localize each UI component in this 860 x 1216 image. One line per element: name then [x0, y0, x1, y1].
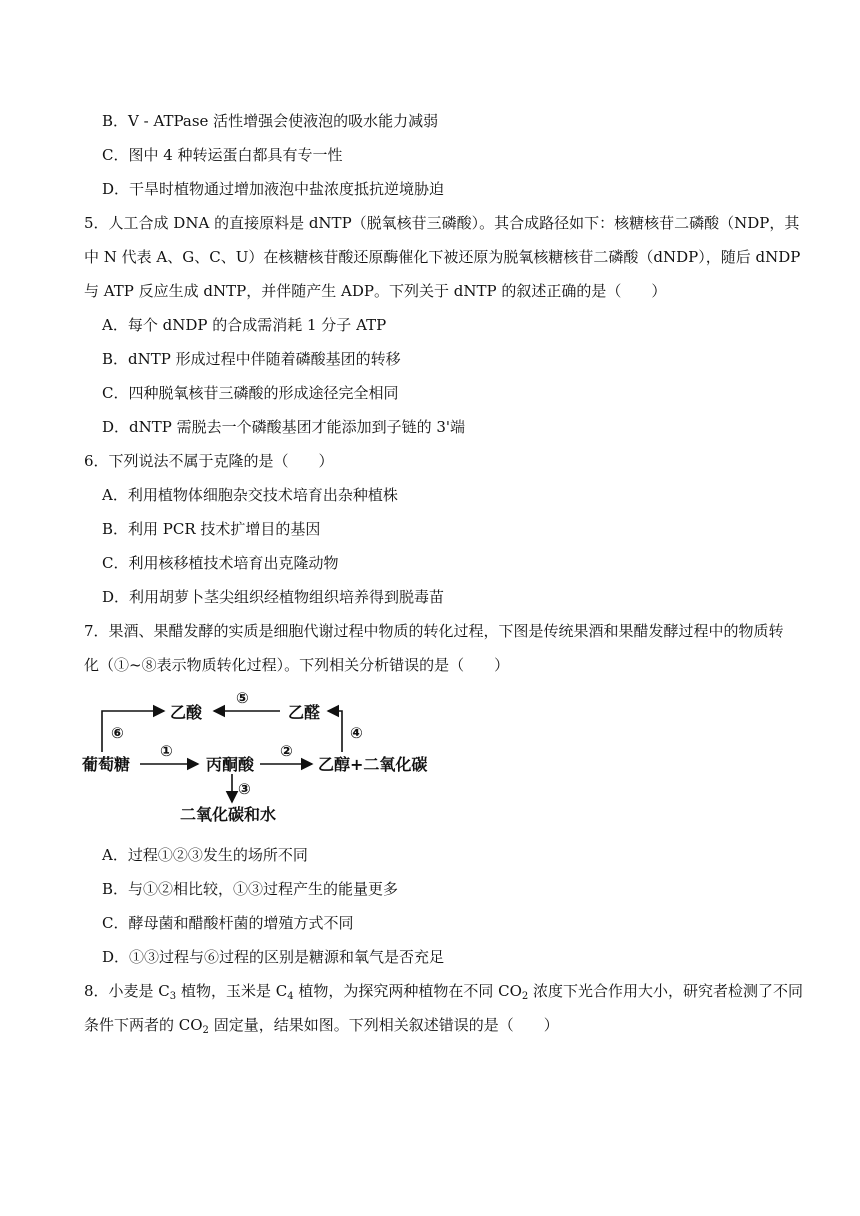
node-glucose: 葡萄糖: [82, 755, 131, 774]
label-3: ③: [238, 780, 251, 798]
q6-stem: 6．下列说法不属于克隆的是（ ）: [84, 452, 334, 470]
q8-text-1b: 植物，玉米是 C: [176, 982, 288, 1000]
q8-sub-co2-a: 2: [521, 991, 529, 1002]
node-co2-water: 二氧化碳和水: [180, 805, 277, 824]
node-acetaldehyde: 乙醛: [288, 703, 321, 722]
q5-option-b: B．dNTP 形成过程中伴随着磷酸基团的转移: [102, 350, 401, 368]
fermentation-pathway-diagram: [80, 686, 440, 836]
q8-stem-line1: [84, 980, 803, 1002]
q4-option-c: C．图中 4 种转运蛋白都具有专一性: [102, 146, 343, 164]
node-acetic-acid: 乙酸: [170, 703, 203, 722]
q8-text-1c: 植物，为探究两种植物在不同 CO: [293, 982, 522, 1000]
q5-option-a: A．每个 dNDP 的合成需消耗 1 分子 ATP: [102, 316, 387, 334]
q7-option-c: C．酵母菌和醋酸杆菌的增殖方式不同: [102, 914, 354, 932]
q5-stem-line2: 中 N 代表 A、G、C、U）在核糖核苷酸还原酶催化下被还原为脱氧核糖核苷二磷酸（dNDP），随后 dNDP: [84, 248, 801, 266]
q8-text-2a: 条件下两者的 CO: [84, 1016, 203, 1034]
label-1: ①: [160, 742, 173, 760]
label-5: ⑤: [236, 689, 249, 707]
q8-sub-c3: 3: [169, 991, 177, 1002]
q8-text-1a: 8．小麦是 C: [84, 982, 170, 1000]
q8-sub-co2-b: 2: [202, 1025, 209, 1036]
q4-option-b: B．V - ATPase 活性增强会使液泡的吸水能力减弱: [102, 112, 439, 130]
q6-option-b: B．利用 PCR 技术扩增目的基因: [102, 520, 321, 538]
q5-option-c: C．四种脱氧核苷三磷酸的形成途径完全相同: [102, 384, 399, 402]
q6-option-a: A．利用植物体细胞杂交技术培育出杂种植株: [102, 486, 398, 504]
q5-option-d: D．dNTP 需脱去一个磷酸基团才能添加到子链的 3'端: [102, 418, 466, 436]
q7-option-b: B．与①②相比较，①③过程产生的能量更多: [102, 880, 399, 898]
label-4: ④: [350, 724, 363, 742]
label-2: ②: [280, 742, 293, 760]
q7-option-d: D．①③过程与⑥过程的区别是糖源和氧气是否充足: [102, 948, 445, 966]
q4-option-d: D．干旱时植物通过增加液泡中盐浓度抵抗逆境胁迫: [102, 180, 445, 198]
node-pyruvate: 丙酮酸: [206, 755, 255, 774]
q8-sub-c4: 4: [287, 991, 294, 1002]
q7-stem-line2: 化（①~⑧表示物质转化过程）。下列相关分析错误的是（ ）: [84, 656, 510, 674]
q5-stem-line3: 与 ATP 反应生成 dNTP，并伴随产生 ADP。下列关于 dNTP 的叙述正确的是（ ）: [84, 282, 667, 300]
q5-stem-line1: 5．人工合成 DNA 的直接原料是 dNTP（脱氧核苷三磷酸）。其合成路径如下：核糖核苷二磷酸（NDP，其: [84, 214, 800, 232]
arrow-4: [328, 711, 342, 752]
q7-stem-line1: 7．果酒、果醋发酵的实质是细胞代谢过程中物质的转化过程，下图是传统果酒和果醋发酵过程中的物质转: [84, 622, 784, 640]
q8-stem-line2: [84, 1014, 559, 1036]
q6-option-c: C．利用核移植技术培育出克隆动物: [102, 554, 339, 572]
q8-text-1d: 浓度下光合作用大小，研究者检测了不同: [528, 982, 804, 1000]
q7-option-a: A．过程①②③发生的场所不同: [102, 846, 308, 864]
q8-text-2b: 固定量，结果如图。下列相关叙述错误的是（ ）: [208, 1016, 559, 1034]
label-6: ⑥: [111, 724, 124, 742]
node-ethanol-co2: 乙醇+二氧化碳: [318, 755, 428, 774]
q6-option-d: D．利用胡萝卜茎尖组织经植物组织培养得到脱毒苗: [102, 588, 445, 606]
